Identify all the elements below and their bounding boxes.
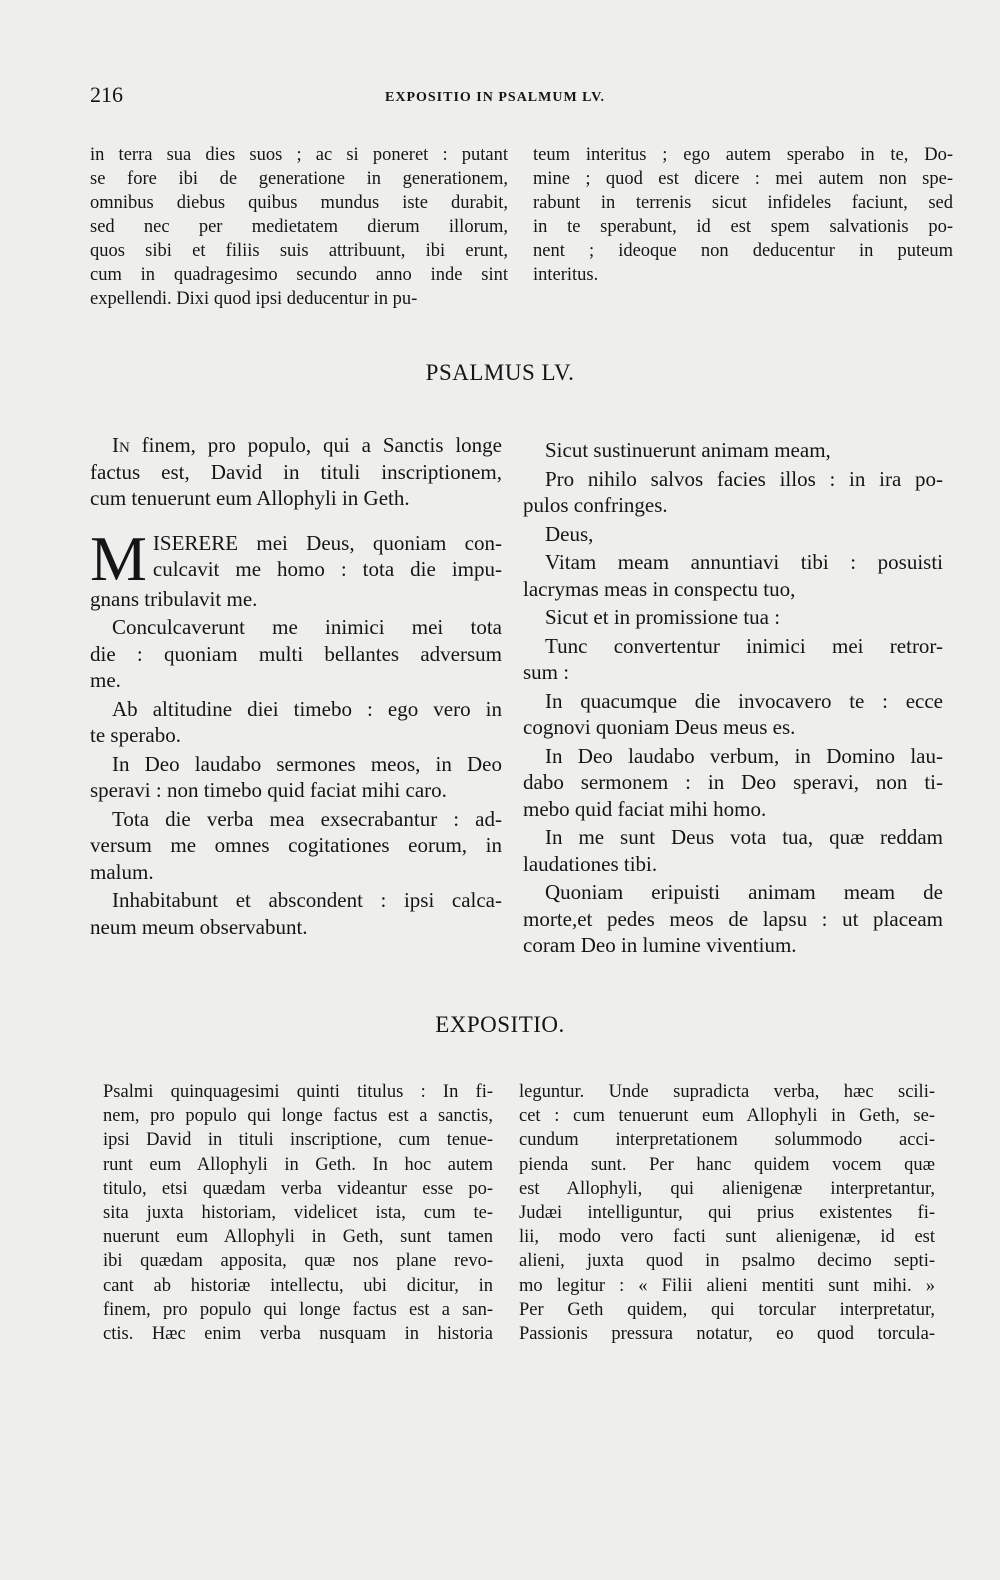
text-line: In quacumque die invocavero te : ecce bbox=[545, 688, 943, 713]
text-line bbox=[90, 432, 502, 459]
psalm-verse bbox=[90, 887, 502, 940]
text-line: pulos confringes. bbox=[523, 493, 668, 517]
psalm-title bbox=[90, 432, 502, 512]
text-line: neum meum observabunt. bbox=[90, 914, 308, 939]
text-line: mebo quid faciat mihi homo. bbox=[523, 796, 767, 821]
text-line: cum in quadragesimo secundo anno inde sint bbox=[90, 265, 508, 285]
text-line: Pro nihilo salvos facies illos : in ira po- bbox=[545, 466, 943, 491]
title-first-word: In bbox=[112, 433, 130, 457]
text-line: me. bbox=[90, 668, 121, 692]
expositio-left-column bbox=[103, 1080, 493, 1346]
psalm-left-column bbox=[90, 432, 502, 942]
text-line: laudationes tibi. bbox=[523, 851, 658, 876]
psalm-verse bbox=[90, 806, 502, 886]
text-line: morte,et pedes meos de lapsu : ut placeam bbox=[523, 906, 943, 931]
text-line: titulo, etsi quædam verba videantur esse po- bbox=[103, 1178, 493, 1199]
text-line: In Deo laudabo sermones meos, in Deo bbox=[112, 751, 502, 776]
section1-left-column bbox=[90, 143, 508, 311]
title-line-rest: finem, pro populo, qui a Sanctis longe bbox=[129, 433, 502, 457]
psalm-verse bbox=[90, 696, 502, 749]
text-line: expellendi. Dixi quod ipsi deducentur in pu- bbox=[90, 289, 418, 309]
text-line: versum me omnes cogitationes eorum, in bbox=[90, 833, 502, 857]
text-line: cant ab historiæ intellectu, ubi dicitur, in bbox=[103, 1275, 493, 1296]
psalm-verse bbox=[523, 824, 943, 877]
psalm-verse bbox=[90, 751, 502, 804]
psalm-verse bbox=[523, 688, 943, 741]
text-line: Quoniam eripuisti animam meam de bbox=[545, 880, 943, 904]
text-line: Tota die verba mea exsecrabantur : ad- bbox=[112, 806, 502, 831]
text-line: mo legitur : « Filii alieni mentiti sunt mihi. » bbox=[519, 1275, 935, 1296]
text-line: rabunt in terrenis sicut infideles faciunt, sed bbox=[533, 193, 953, 213]
expositio-heading: EXPOSITIO. bbox=[435, 1012, 565, 1037]
section1-right-column bbox=[533, 143, 953, 287]
text-line: se fore ibi de generatione in generationem, bbox=[90, 169, 508, 189]
text-line: omnibus diebus quibus mundus iste durabit, bbox=[90, 193, 508, 213]
text-line: cundum interpretationem solummodo acci- bbox=[519, 1130, 935, 1151]
text-line: mine ; quod est dicere : mei autem non spe- bbox=[533, 169, 953, 189]
psalm-right-column bbox=[523, 437, 943, 961]
text-line: quos sibi et filiis suis attribuunt, ibi erunt, bbox=[90, 241, 508, 261]
psalm-verse bbox=[523, 743, 943, 823]
text-line: die : quoniam multi bellantes adversum bbox=[90, 641, 502, 666]
text-line: malum. bbox=[90, 859, 154, 884]
text-line: in te sperabunt, id est spem salvationis po- bbox=[533, 217, 953, 237]
psalm-verse bbox=[523, 549, 943, 602]
text-line: cognovi quoniam Deus meus es. bbox=[523, 715, 796, 739]
text-line: speravi : non timebo quid faciat mihi caro. bbox=[90, 778, 447, 802]
psalm-verse bbox=[523, 879, 943, 959]
psalm-verse bbox=[523, 633, 943, 686]
text-line: ISERERE mei Deus, quoniam con- bbox=[152, 530, 502, 555]
text-line: in terra sua dies suos ; ac si poneret : putant bbox=[90, 145, 508, 165]
text-line: gnans tribulavit me. bbox=[90, 586, 258, 611]
text-line: sita juxta historiam, videlicet ista, cum te- bbox=[103, 1203, 493, 1224]
text-line: factus est, David in tituli inscriptionem, bbox=[90, 459, 502, 484]
psalm-verse bbox=[90, 522, 502, 613]
expositio-right-column bbox=[519, 1080, 935, 1346]
text-line: lacrymas meas in conspectu tuo, bbox=[523, 576, 796, 601]
text-line: Conculcaverunt me inimici mei tota bbox=[112, 615, 502, 639]
psalm-verse bbox=[523, 437, 943, 464]
text-line: Psalmi quinquagesimi quinti titulus : In fi- bbox=[103, 1082, 493, 1102]
text-line: In me sunt Deus vota tua, quæ reddam bbox=[545, 825, 943, 849]
text-line: Passionis pressura notatur, eo quod torcula- bbox=[519, 1324, 935, 1345]
text-line: nuerunt eum Allophyli in Geth, sunt tamen bbox=[103, 1227, 493, 1248]
text-line: runt eum Allophyli in Geth. In hoc autem bbox=[103, 1154, 493, 1175]
text-line: Deus, bbox=[545, 521, 594, 546]
text-line: Vitam meam annuntiavi tibi : posuisti bbox=[545, 550, 943, 574]
text-line: est Allophyli, qui alienigenæ interpretantur, bbox=[519, 1178, 935, 1199]
text-line: Sicut sustinuerunt animam meam, bbox=[545, 438, 831, 462]
psalm-verse bbox=[90, 614, 502, 694]
page-header bbox=[90, 82, 950, 112]
page-number: 216 bbox=[90, 82, 123, 107]
psalm-verse bbox=[523, 521, 943, 548]
text-line: Per Geth quidem, qui torcular interpretatur, bbox=[519, 1299, 935, 1320]
text-line: Sicut et in promissione tua : bbox=[545, 605, 781, 629]
text-line: ibi quædam apposita, quæ nos plane revo- bbox=[103, 1251, 493, 1272]
text-line: nent ; ideoque non deducentur in puteum bbox=[533, 241, 953, 261]
text-line: nem, pro populo qui longe factus est a sanctis, bbox=[103, 1106, 493, 1127]
psalm-verse bbox=[523, 604, 943, 631]
text-line: interitus. bbox=[533, 265, 599, 285]
text-line: alieni, juxta quod in psalmo decimo septi- bbox=[519, 1251, 935, 1272]
text-line: lii, modo vero facti sunt alienigenæ, id est bbox=[519, 1227, 935, 1248]
psalm-left-verses bbox=[90, 614, 502, 940]
text-line: pienda sunt. Per hanc quidem vocem quæ bbox=[519, 1154, 935, 1175]
text-line: cet : cum tenuerunt eum Allophyli in Geth, se- bbox=[519, 1106, 935, 1127]
text-line: Tunc convertentur inimici mei retror- bbox=[545, 633, 943, 658]
psalm-verse bbox=[523, 466, 943, 519]
text-line: culcavit me homo : tota die impu- bbox=[152, 557, 502, 581]
text-line: ctis. Hæc enim verba nusquam in historia bbox=[103, 1324, 493, 1345]
drop-capital: M bbox=[90, 522, 147, 594]
text-line: teum interitus ; ego autem sperabo in te, Do- bbox=[533, 145, 953, 165]
running-title: EXPOSITIO IN PSALMUM LV. bbox=[385, 90, 606, 105]
text-line: Ab altitudine diei timebo : ego vero in bbox=[112, 696, 502, 721]
text-line: coram Deo in lumine viventium. bbox=[523, 933, 797, 957]
text-line: te sperabo. bbox=[90, 723, 181, 747]
text-line: cum tenuerunt eum Allophyli in Geth. bbox=[90, 486, 410, 510]
text-line: finem, pro populo qui longe factus est a san- bbox=[103, 1299, 493, 1320]
text-line: sum : bbox=[523, 660, 570, 684]
psalm-heading: PSALMUS LV. bbox=[425, 360, 575, 385]
text-line: dabo sermonem : in Deo speravi, non ti- bbox=[523, 770, 943, 794]
text-line: Inhabitabunt et abscondent : ipsi calca- bbox=[112, 888, 502, 912]
text-line: sed nec per medietatem dierum illorum, bbox=[90, 217, 508, 237]
text-line: In Deo laudabo verbum, in Domino lau- bbox=[545, 743, 943, 768]
text-line: leguntur. Unde supradicta verba, hæc scili- bbox=[519, 1082, 935, 1102]
text-line: ipsi David in tituli inscriptione, cum tenue- bbox=[103, 1130, 493, 1151]
text-line: Judæi intelliguntur, qui prius existentes fi- bbox=[519, 1203, 935, 1224]
